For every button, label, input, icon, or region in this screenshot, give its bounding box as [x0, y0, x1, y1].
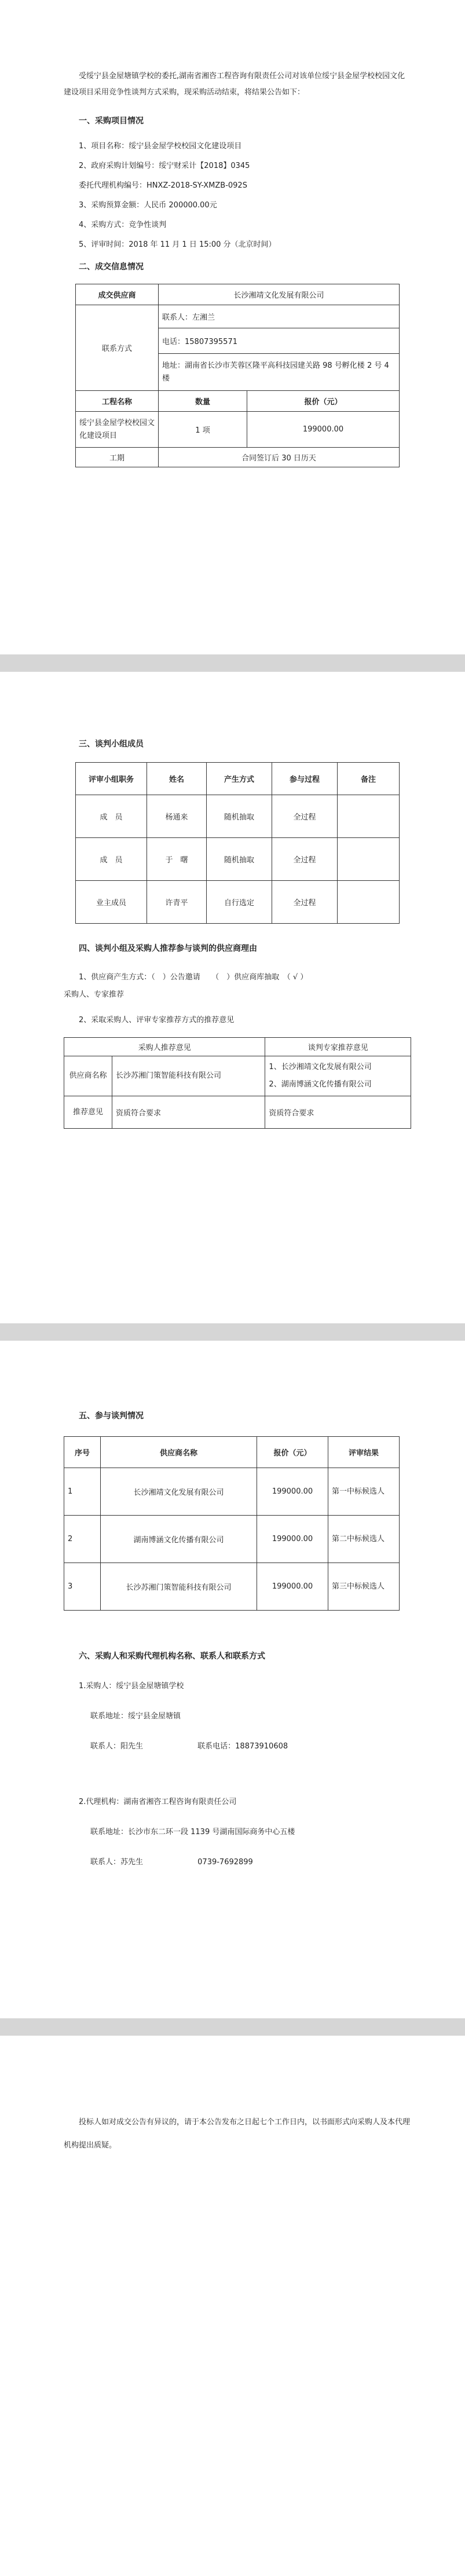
project-name-header: 工程名称	[76, 391, 159, 412]
col-role: 评审小组职务	[76, 763, 147, 795]
expert-supplier-2: 2、湖南博涵文化传播有限公司	[269, 1080, 372, 1089]
cell-quote: 199000.00	[257, 1563, 328, 1611]
table-row	[76, 881, 400, 924]
cell-quote: 199000.00	[257, 1468, 328, 1516]
buyer-contact: 联系人：阳先生	[90, 1742, 144, 1751]
section-2-title: 二、成交信息情况	[79, 262, 144, 272]
contact-address: 地址：湖南省长沙市芙蓉区隆平高科技园建关路 98 号孵化楼 2 号 4 楼	[159, 354, 400, 391]
cell-index: 1	[64, 1468, 101, 1516]
cell-supplier: 长沙苏湘门策智能科技有限公司	[101, 1563, 257, 1611]
contact-label: 联系方式	[76, 305, 159, 391]
supplier-label: 供应商名称	[64, 1056, 112, 1096]
cell-method: 自行选定	[207, 881, 272, 924]
cell-name: 杨通来	[147, 795, 207, 838]
deal-supplier-value: 长沙湘靖文化发展有限公司	[159, 284, 400, 305]
price-cell: 199000.00	[247, 412, 400, 448]
project-name: 1、项目名称：绥宁县金屋学校校园文化建设项目	[79, 142, 242, 151]
review-time: 5、评审时间：2018 年 11 月 1 日 15:00 分（北京时间）	[79, 240, 276, 249]
cell-quote: 199000.00	[257, 1516, 328, 1563]
page-3	[0, 1341, 465, 2018]
cell-process: 全过程	[272, 881, 338, 924]
page-2	[0, 672, 465, 1323]
agent-name: 2.代理机构：湖南省湘咨工程咨询有限责任公司	[79, 1798, 237, 1806]
agent-contact-line	[90, 1855, 411, 1870]
budget: 3、采购预算金额：人民币 200000.00元	[79, 201, 217, 210]
contact-phone: 电话：15807395571	[159, 328, 400, 354]
cell-name: 许青平	[147, 881, 207, 924]
cell-index: 2	[64, 1516, 101, 1563]
buyer-opinion-header: 采购人推荐意见	[64, 1038, 265, 1056]
cell-remark	[338, 881, 400, 924]
col-index: 序号	[64, 1437, 101, 1468]
agency-number: 委托代理机构编号：HNXZ-2018-SY-XMZB-092S	[79, 181, 247, 190]
cell-method: 随机抽取	[207, 795, 272, 838]
cell-role: 业主成员	[76, 881, 147, 924]
expert-suppliers	[265, 1056, 411, 1096]
cell-remark	[338, 838, 400, 881]
deal-info-table	[75, 284, 400, 467]
cell-result: 第三中标候选人	[328, 1563, 400, 1611]
opinion-label: 推荐意见	[64, 1096, 112, 1129]
period-label: 工期	[76, 448, 159, 467]
col-result: 评审结果	[328, 1437, 400, 1468]
cell-process: 全过程	[272, 838, 338, 881]
table-row	[64, 1516, 400, 1563]
contact-person: 联系人：左湘兰	[159, 305, 400, 328]
col-remark: 备注	[338, 763, 400, 795]
agent-phone: 0739-7692899	[197, 1858, 253, 1867]
expert-opinion: 资质符合要求	[265, 1096, 411, 1129]
cell-method: 随机抽取	[207, 838, 272, 881]
table-row	[64, 1468, 400, 1516]
deal-supplier-header: 成交供应商	[76, 284, 159, 305]
col-supplier: 供应商名称	[101, 1437, 257, 1468]
table-row	[64, 1563, 400, 1611]
section-5-title: 五、参与谈判情况	[79, 1411, 144, 1421]
period-value: 合同签订后 30 日历天	[159, 448, 400, 467]
quantity-header: 数量	[159, 391, 247, 412]
expert-opinion-header: 谈判专家推荐意见	[265, 1038, 411, 1056]
price-header: 报价（元）	[247, 391, 400, 412]
procurement-method: 4、采购方式：竞争性谈判	[79, 221, 167, 229]
page-1	[0, 0, 465, 654]
cell-role: 成 员	[76, 838, 147, 881]
section-4-title: 四、谈判小组及采购人推荐参与谈判的供应商理由	[79, 944, 257, 953]
buyer-phone: 联系电话：18873910608	[197, 1742, 288, 1751]
col-method: 产生方式	[207, 763, 272, 795]
buyer-opinion: 资质符合要求	[112, 1096, 265, 1129]
recommendation-heading: 2、采取采购人、评审专家推荐方式的推荐意见	[79, 1016, 235, 1024]
quantity-cell: 1 项	[159, 412, 247, 448]
participation-table	[64, 1436, 400, 1611]
cell-index: 3	[64, 1563, 101, 1611]
recommendation-table	[64, 1037, 411, 1129]
buyer-name: 1.采购人：绥宁县金屋塘镇学校	[79, 1682, 184, 1690]
objection-notice: 投标人如对成交公告有异议的，请于本公告发布之日起七个工作日内，以书面形式向采购人及本代理机构提出质疑。	[64, 2118, 411, 2150]
project-name-cell: 绥宁县金屋学校校园文化建设项目	[76, 412, 159, 448]
plan-number: 2、政府采购计划编号：绥宁财采计【2018】0345	[79, 162, 250, 170]
cell-supplier: 湖南博涵文化传播有限公司	[101, 1516, 257, 1563]
supplier-method-line: 1、供应商产生方式：（ ）公告邀请 （ ）供应商库抽取 （ √ ）	[79, 973, 308, 982]
cell-result: 第一中标候选人	[328, 1468, 400, 1516]
cell-name: 于 曙	[147, 838, 207, 881]
col-process: 参与过程	[272, 763, 338, 795]
buyer-address: 联系地址：绥宁县金屋塘镇	[90, 1712, 181, 1721]
intro-paragraph: 受绥宁县金屋塘镇学校的委托,湖南省湘咨工程咨询有限责任公司对该单位绥宁县金屋学校校园文化建设项目采用竞争性谈判方式采购，现采购活动结束，将结果公告如下：	[64, 72, 405, 97]
col-quote: 报价（元）	[257, 1437, 328, 1468]
section-3-title: 三、谈判小组成员	[79, 740, 144, 749]
cell-role: 成 员	[76, 795, 147, 838]
cell-result: 第二中标候选人	[328, 1516, 400, 1563]
panel-members-table	[75, 762, 400, 924]
table-row	[76, 795, 400, 838]
supplier-method-line-2: 采购人、专家推荐	[64, 990, 125, 999]
section-6-title: 六、采购人和采购代理机构名称、联系人和联系方式	[79, 1652, 265, 1661]
page-4	[0, 2036, 465, 2576]
expert-supplier-1: 1、长沙湘靖文化发展有限公司	[269, 1063, 372, 1071]
cell-process: 全过程	[272, 795, 338, 838]
col-name: 姓名	[147, 763, 207, 795]
table-row	[76, 838, 400, 881]
section-1-title: 一、采购项目情况	[79, 116, 144, 126]
buyer-supplier: 长沙苏湘门策智能科技有限公司	[112, 1056, 265, 1096]
cell-remark	[338, 795, 400, 838]
agent-address: 联系地址：长沙市东二环一段 1139 号湖南国际商务中心五楼	[90, 1828, 295, 1836]
agent-contact: 联系人：苏先生	[90, 1858, 144, 1867]
buyer-contact-line	[90, 1739, 411, 1754]
cell-supplier: 长沙湘靖文化发展有限公司	[101, 1468, 257, 1516]
